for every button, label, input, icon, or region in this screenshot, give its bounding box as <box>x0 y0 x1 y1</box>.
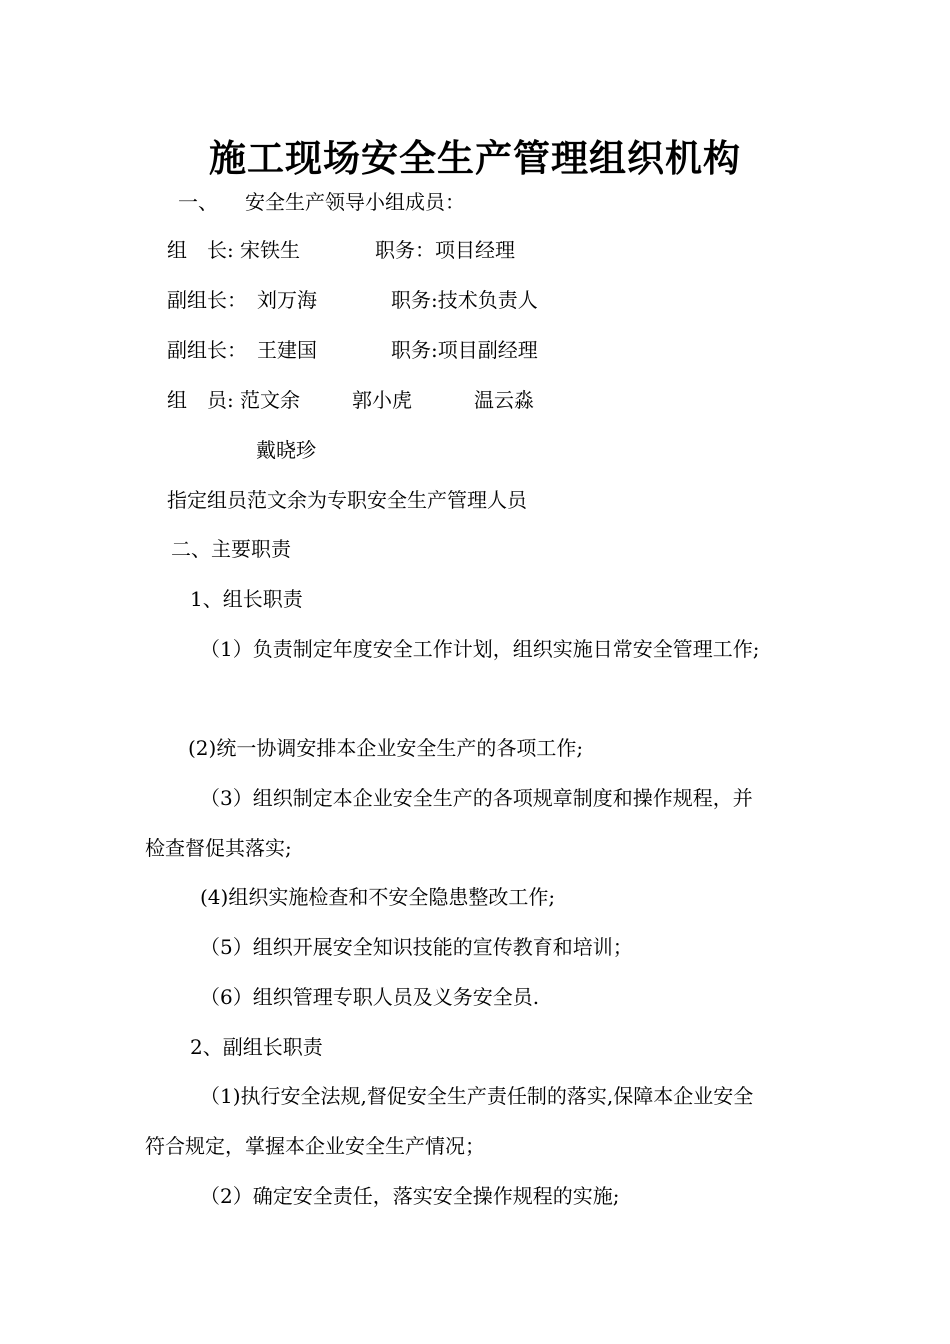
duty-item-continuation: 符合规定，掌握本企业安全生产情况； <box>145 1134 485 1158</box>
deputy2-name: 王建国 <box>257 338 317 362</box>
member-name: 温云淼 <box>474 388 534 412</box>
duty-item: （1)执行安全法规,督促安全生产责任制的落实,保障本企业安全 <box>200 1084 754 1108</box>
section1-heading-text: 安全生产领导小组成员： <box>245 190 465 214</box>
member-name: 戴晓珍 <box>256 438 316 462</box>
subsection-heading: 2、副组长职责 <box>190 1035 323 1059</box>
leader-name: 宋铁生 <box>240 238 300 262</box>
deputy1-name: 刘万海 <box>257 288 317 312</box>
subsection-heading: 1、组长职责 <box>190 587 303 611</box>
deputy2-role: 职务:项目副经理 <box>391 338 538 362</box>
deputy2-label: 副组长： <box>167 338 247 362</box>
leader-label: 组 长: <box>167 238 234 262</box>
duty-item: （2）确定安全责任，落实安全操作规程的实施; <box>200 1184 620 1208</box>
member-name: 郭小虎 <box>352 388 412 412</box>
members-label: 组 员: <box>167 388 234 412</box>
duty-item: (4)组织实施检查和不安全隐患整改工作; <box>200 885 556 909</box>
duty-item: （1）负责制定年度安全工作计划，组织实施日常安全管理工作; <box>200 637 760 661</box>
duty-item: (2)统一协调安排本企业安全生产的各项工作; <box>188 736 584 760</box>
deputy1-label: 副组长： <box>167 288 247 312</box>
duty-item: （5）组织开展安全知识技能的宣传教育和培训； <box>200 935 633 959</box>
member-name: 范文余 <box>240 388 300 412</box>
deputy1-role: 职务:技术负责人 <box>391 288 538 312</box>
duty-item: （6）组织管理专职人员及义务安全员. <box>200 985 540 1009</box>
section2-heading: 二、主要职责 <box>171 537 291 561</box>
duty-item-continuation: 检查督促其落实; <box>145 836 292 860</box>
leader-role: 职务：项目经理 <box>375 238 515 262</box>
section1-number: 一、 <box>178 190 218 214</box>
duty-item: （3）组织制定本企业安全生产的各项规章制度和操作规程，并 <box>200 786 753 810</box>
designation-text: 指定组员范文余为专职安全生产管理人员 <box>167 488 527 512</box>
document-title: 施工现场安全生产管理组织机构 <box>209 136 741 180</box>
